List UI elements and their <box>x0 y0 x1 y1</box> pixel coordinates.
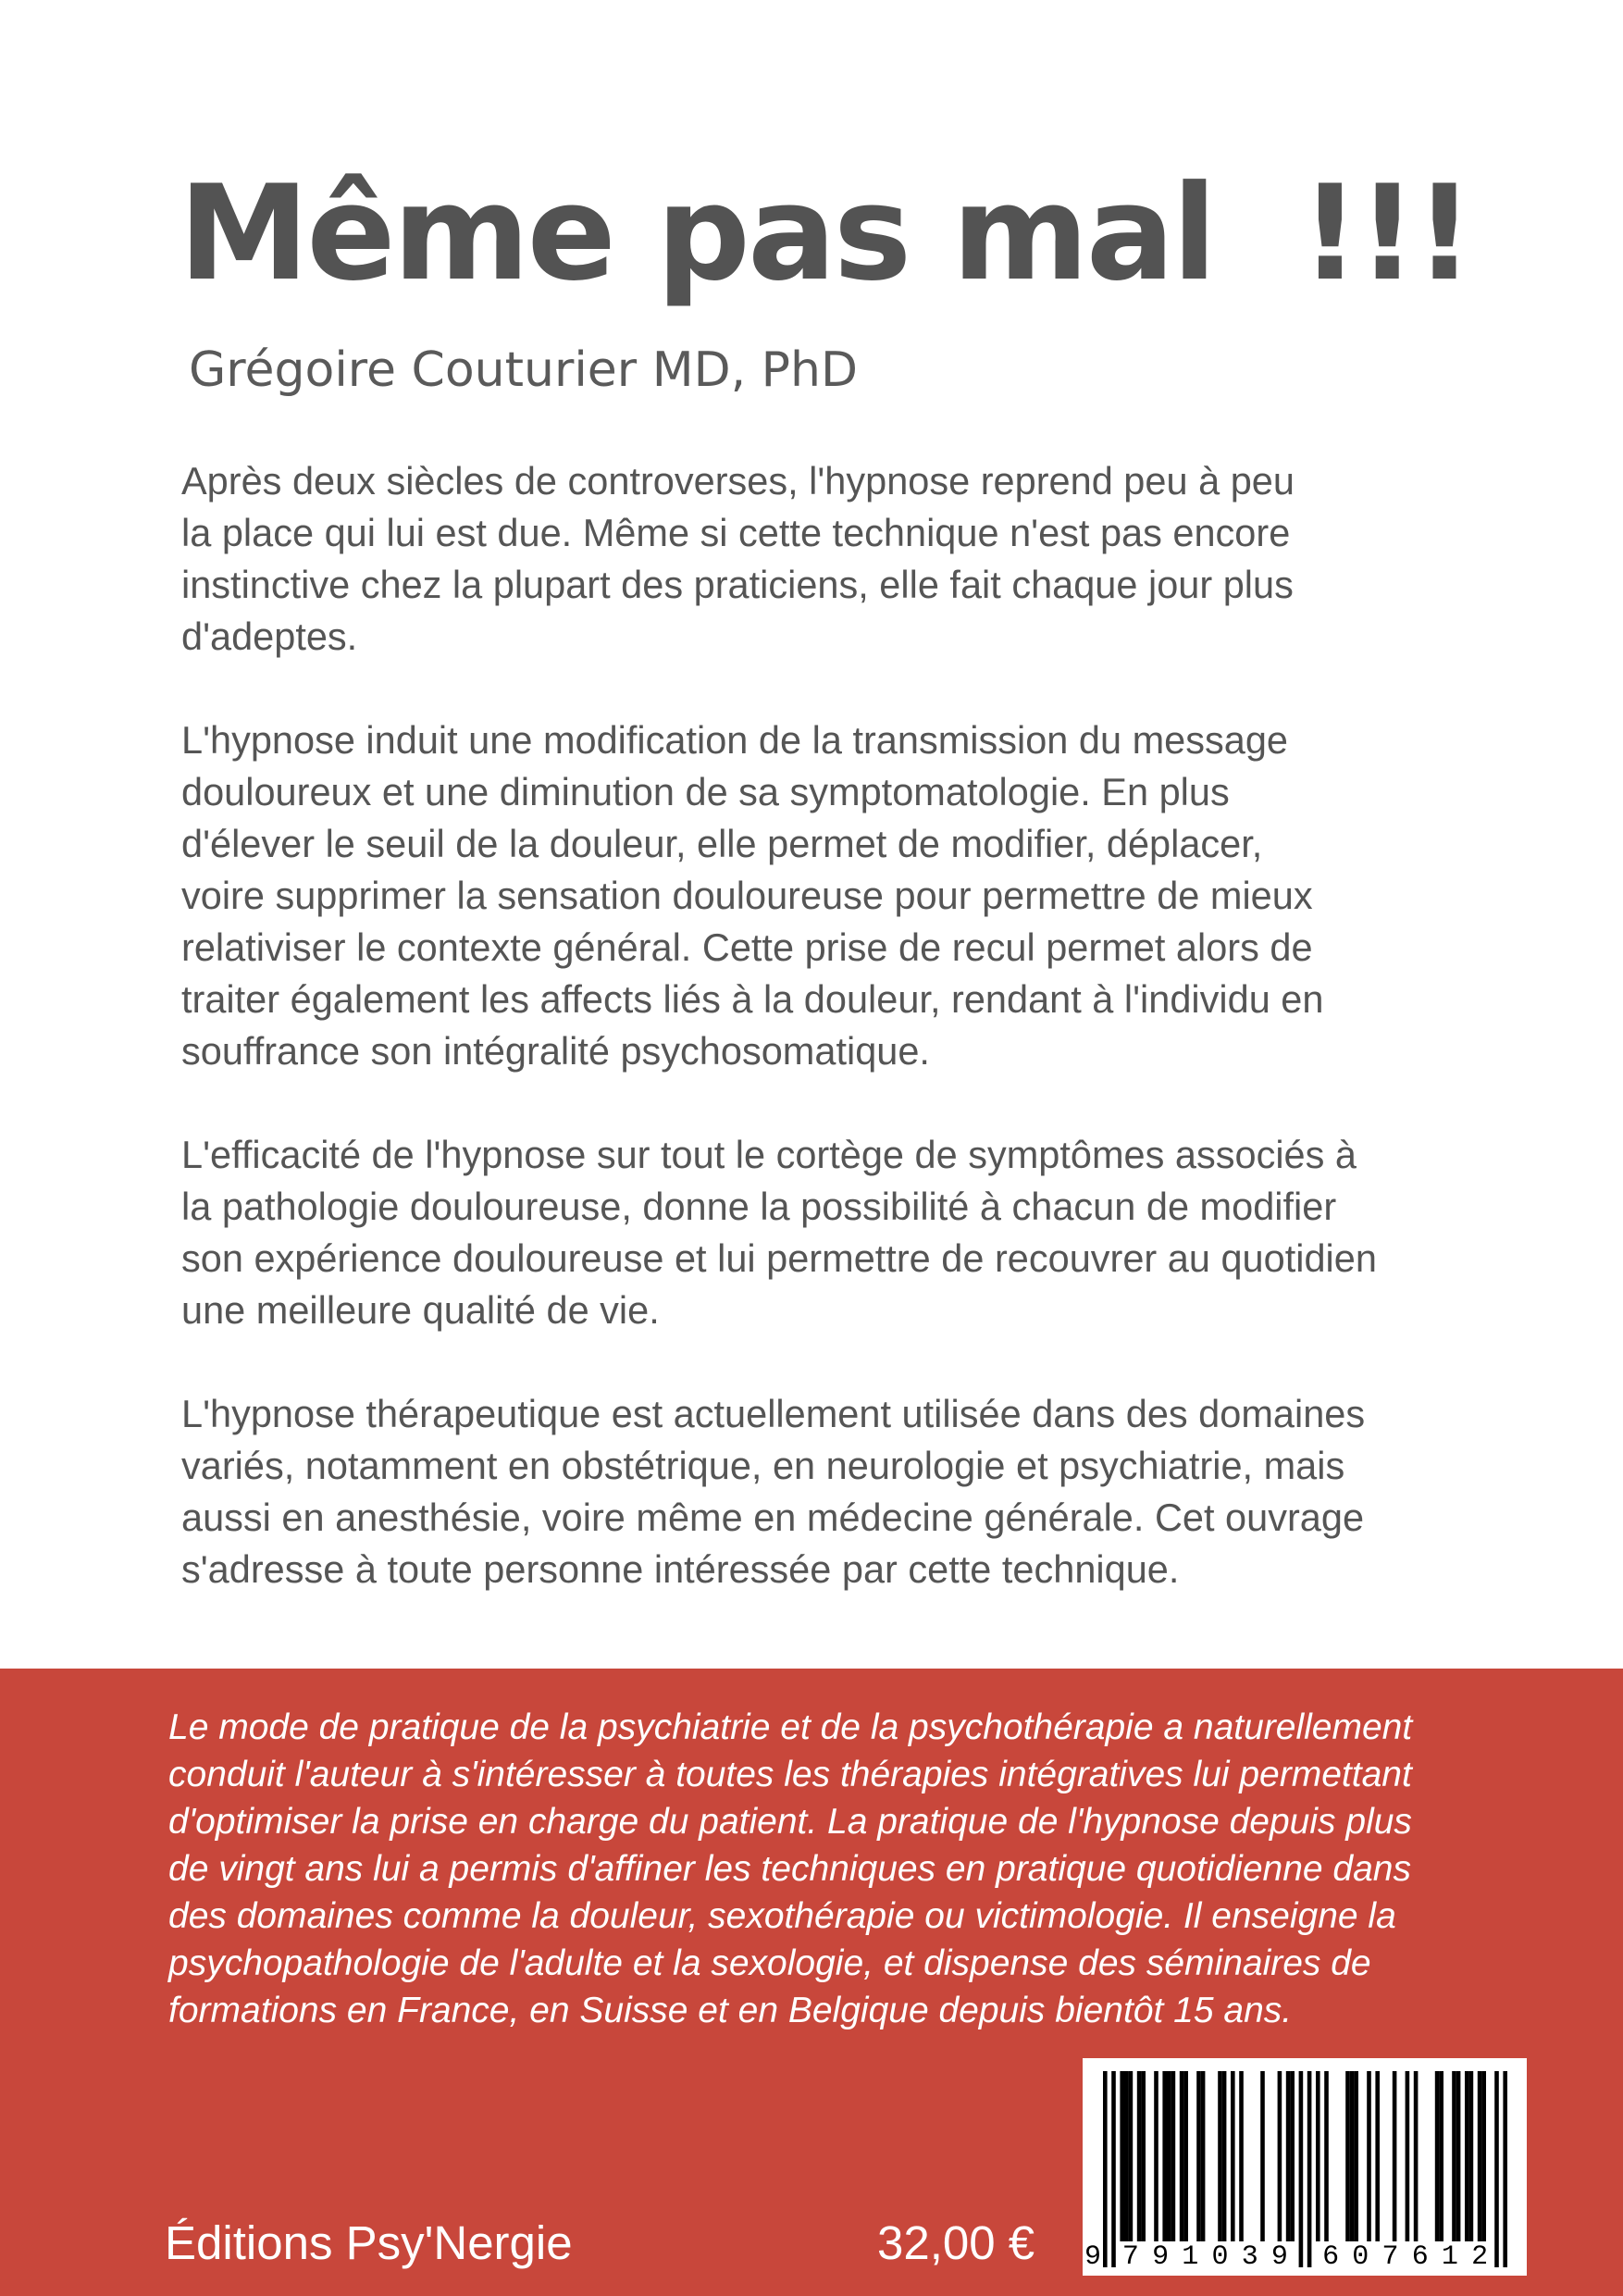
barcode-bar <box>1124 2071 1129 2241</box>
barcode-bar <box>1129 2071 1134 2241</box>
barcode-bar <box>1183 2071 1188 2241</box>
isbn-digit: 0 <box>1211 2241 1229 2273</box>
barcode-bar <box>1196 2071 1201 2241</box>
bio-line: des domaines comme la douleur, sexothérapie ou victimologie. Il enseigne la <box>168 1896 1396 1936</box>
barcode-bar <box>1435 2071 1440 2241</box>
text-line: d'adeptes. <box>181 614 358 658</box>
text-line: L'hypnose induit une modification de la transmission du message <box>181 718 1288 762</box>
barcode-bar <box>1154 2071 1158 2241</box>
barcode-guard-bar <box>1299 2071 1304 2267</box>
barcode-bar <box>1469 2071 1474 2241</box>
barcode-bar <box>1167 2071 1171 2241</box>
barcode-bar <box>1478 2071 1482 2241</box>
book-title: Même pas mal !!! <box>179 157 1472 310</box>
isbn-barcode <box>1083 2058 1527 2276</box>
barcode-bar <box>1239 2071 1244 2241</box>
barcode-bar <box>1350 2071 1355 2241</box>
text-line: son expérience douloureuse et lui permettre de recouvrer au quotidien <box>181 1236 1377 1280</box>
blurb-paragraph-2 <box>181 714 1569 1077</box>
barcode-guard-bar <box>1503 2071 1507 2267</box>
barcode-bar <box>1290 2071 1295 2241</box>
isbn-digit: 7 <box>1121 2241 1139 2273</box>
barcode-bar <box>1316 2071 1320 2241</box>
isbn-digit: 9 <box>1152 2241 1170 2273</box>
barcode-guard-bar <box>1103 2071 1108 2267</box>
barcode-bar <box>1439 2071 1443 2241</box>
bio-line: de vingt ans lui a permis d'affiner les techniques en pratique quotidienne dans <box>168 1849 1411 1889</box>
isbn-digit: 6 <box>1411 2241 1429 2273</box>
barcode-bar <box>1260 2071 1265 2241</box>
text-line: la pathologie douloureuse, donne la possibilité à chacun de modifier <box>181 1185 1337 1228</box>
text-line: douloureux et une diminution de sa symptomatologie. En plus <box>181 770 1230 813</box>
barcode-bar <box>1452 2071 1456 2241</box>
barcode-guard-bar <box>1307 2071 1312 2267</box>
bio-line: d'optimiser la prise en charge du patient. La pratique de l'hypnose depuis plus <box>168 1802 1412 1842</box>
blurb-paragraph-1 <box>181 455 1569 663</box>
barcode-guard-bar <box>1111 2071 1116 2267</box>
text-line: instinctive chez la plupart des praticiens, elle fait chaque jour plus <box>181 563 1294 606</box>
bio-line: psychopathologie de l'adulte et la sexologie, et dispense des séminaires de <box>168 1943 1371 1983</box>
barcode-bar <box>1218 2071 1222 2241</box>
text-line: une meilleure qualité de vie. <box>181 1288 660 1332</box>
author-bio <box>168 1704 1575 2034</box>
barcode-bar <box>1481 2071 1486 2241</box>
bio-line: formations en France, en Suisse et en Belgique depuis bientôt 15 ans. <box>168 1991 1293 2030</box>
barcode-bar <box>1367 2071 1371 2241</box>
text-line: s'adresse à toute personne intéressée par cette technique. <box>181 1547 1180 1591</box>
isbn-digit: 2 <box>1471 2241 1489 2273</box>
author-name: Grégoire Couturier MD, PhD <box>189 342 859 398</box>
isbn-digit: 0 <box>1352 2241 1369 2273</box>
price: 32,00 € <box>877 2216 1035 2269</box>
isbn-digit: 7 <box>1381 2241 1399 2273</box>
blurb-paragraph-3 <box>181 1129 1569 1336</box>
barcode-bar <box>1162 2071 1167 2241</box>
isbn-digit: 1 <box>1182 2241 1199 2273</box>
isbn-digit: 1 <box>1441 2241 1458 2273</box>
barcode-bar <box>1345 2071 1350 2241</box>
barcode-bar <box>1375 2071 1380 2241</box>
barcode-bar <box>1141 2071 1146 2241</box>
text-line: L'hypnose thérapeutique est actuellement utilisée dans des domaines <box>181 1392 1366 1435</box>
isbn-digit: 9 <box>1084 2241 1102 2273</box>
isbn-digit: 3 <box>1241 2241 1258 2273</box>
blurb-paragraph-4 <box>181 1388 1569 1595</box>
text-line: souffrance son intégralité psychosomatique. <box>181 1029 930 1073</box>
text-line: d'élever le seuil de la douleur, elle permet de modifier, déplacer, <box>181 822 1263 865</box>
barcode-bar <box>1278 2071 1282 2241</box>
barcode-bar <box>1456 2071 1461 2241</box>
barcode-bar <box>1180 2071 1184 2241</box>
isbn-number <box>1083 2243 1527 2271</box>
bio-line: Le mode de pratique de la psychiatrie et de la psychothérapie a naturellement <box>168 1707 1413 1747</box>
isbn-digit: 6 <box>1322 2241 1340 2273</box>
bio-line: conduit l'auteur à s'intéresser à toutes les thérapies intégratives lui permettant <box>168 1755 1412 1794</box>
text-line: voire supprimer la sensation douloureuse pour permettre de mieux <box>181 874 1313 917</box>
barcode-bar <box>1324 2071 1329 2241</box>
text-line: variés, notamment en obstétrique, en neurologie et psychiatrie, mais <box>181 1444 1345 1487</box>
text-line: traiter également les affects liés à la douleur, rendant à l'individu en <box>181 977 1324 1021</box>
barcode-bar <box>1222 2071 1227 2241</box>
publisher-name: Éditions Psy'Nergie <box>165 2216 573 2269</box>
blurb <box>181 455 1569 1647</box>
isbn-digit: 9 <box>1270 2241 1288 2273</box>
barcode-bar <box>1120 2071 1124 2241</box>
barcode-bar <box>1231 2071 1235 2241</box>
text-line: aussi en anesthésie, voire même en médecine générale. Cet ouvrage <box>181 1496 1365 1539</box>
barcode-bar <box>1414 2071 1419 2241</box>
barcode-guard-bar <box>1494 2071 1499 2267</box>
barcode-bar <box>1393 2071 1397 2241</box>
barcode-bar <box>1406 2071 1410 2241</box>
text-line: Après deux siècles de controverses, l'hypnose reprend peu à peu <box>181 459 1295 503</box>
barcode-bar <box>1137 2071 1142 2241</box>
barcode-bar <box>1354 2071 1358 2241</box>
text-line: L'efficacité de l'hypnose sur tout le cortège de symptômes associés à <box>181 1133 1357 1176</box>
barcode-bar <box>1465 2071 1469 2241</box>
text-line: relativiser le contexte général. Cette prise de recul permet alors de <box>181 925 1313 969</box>
barcode-bar <box>1286 2071 1291 2241</box>
barcode-bar <box>1171 2071 1176 2241</box>
barcode-bar <box>1201 2071 1206 2241</box>
text-line: la place qui lui est due. Même si cette technique n'est pas encore <box>181 511 1291 554</box>
